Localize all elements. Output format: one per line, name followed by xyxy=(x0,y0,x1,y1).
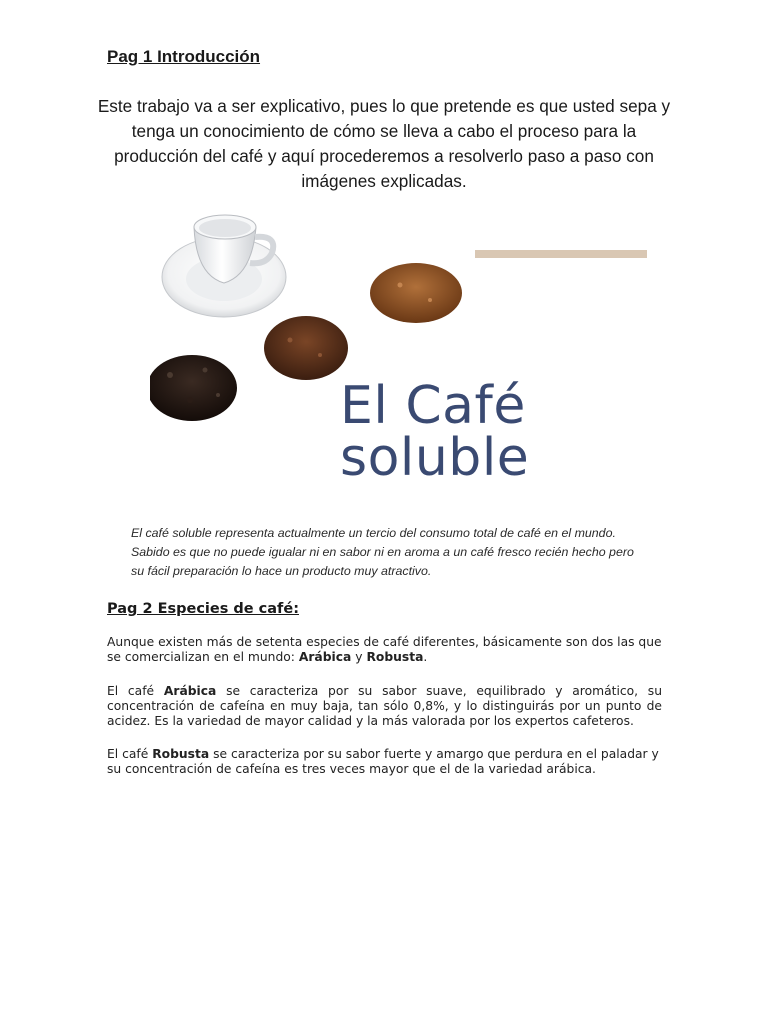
arabica-bold: Arábica xyxy=(163,684,217,698)
accent-bar xyxy=(475,250,647,258)
robusta-lead: El café xyxy=(107,747,153,761)
species-paragraph xyxy=(107,635,662,665)
medium-coffee-pile-icon xyxy=(264,316,348,380)
robusta-text: se caracteriza por su sabor fuerte y amargo que perdura en el paladar y su concentración de cafeína es tres veces mayor que el de la variedad arábica. xyxy=(107,747,659,776)
arabica-lead: El café xyxy=(107,684,164,698)
species-text: Aunque existen más de setenta especies de café diferentes, básicamente son dos las que se comercializan en el mundo: xyxy=(107,635,662,664)
intro-paragraph: Este trabajo va a ser explicativo, pues lo que pretende es que usted sepa y tenga un conocimiento de cómo se lleva a cabo el proceso para la producción del café y aquí procederemos a resolverlo paso a paso con imágenes explicadas. xyxy=(97,96,671,191)
cup-and-saucer-icon xyxy=(162,215,286,317)
robusta-paragraph xyxy=(107,747,662,777)
arabica-text: se caracteriza por su sabor suave, equilibrado y aromático, su concentración de cafeína en muy baja, tan sólo 0,8%, y lo distinguirás por un punto de acidez. Es la variedad de mayor calidad y la más valorada por los expertos cafeteros. xyxy=(107,684,662,728)
arabica-paragraph xyxy=(107,684,662,729)
robusta-term: Robusta xyxy=(366,650,424,664)
robusta-bold: Robusta xyxy=(152,747,210,761)
figure-title-line1: El Café xyxy=(340,376,526,436)
figure-title xyxy=(340,376,530,488)
conjunction: y xyxy=(351,650,367,664)
period: . xyxy=(423,650,428,664)
page1-heading: Pag 1 Introducción xyxy=(107,47,261,66)
page2-heading: Pag 2 Especies de café: xyxy=(107,601,299,617)
figure-caption: El café soluble representa actualmente un tercio del consumo total de café en el mundo. Sabido es que no puede igualar ni en sabor ni en aroma a un café fresco recién hecho pero su fácil preparación lo hace un producto muy atractivo. xyxy=(131,526,634,578)
light-coffee-pile-icon xyxy=(370,263,462,323)
arabica-term: Arábica xyxy=(298,650,352,664)
dark-coffee-pile-icon xyxy=(150,355,237,421)
figure-title-line2: soluble xyxy=(340,428,530,488)
